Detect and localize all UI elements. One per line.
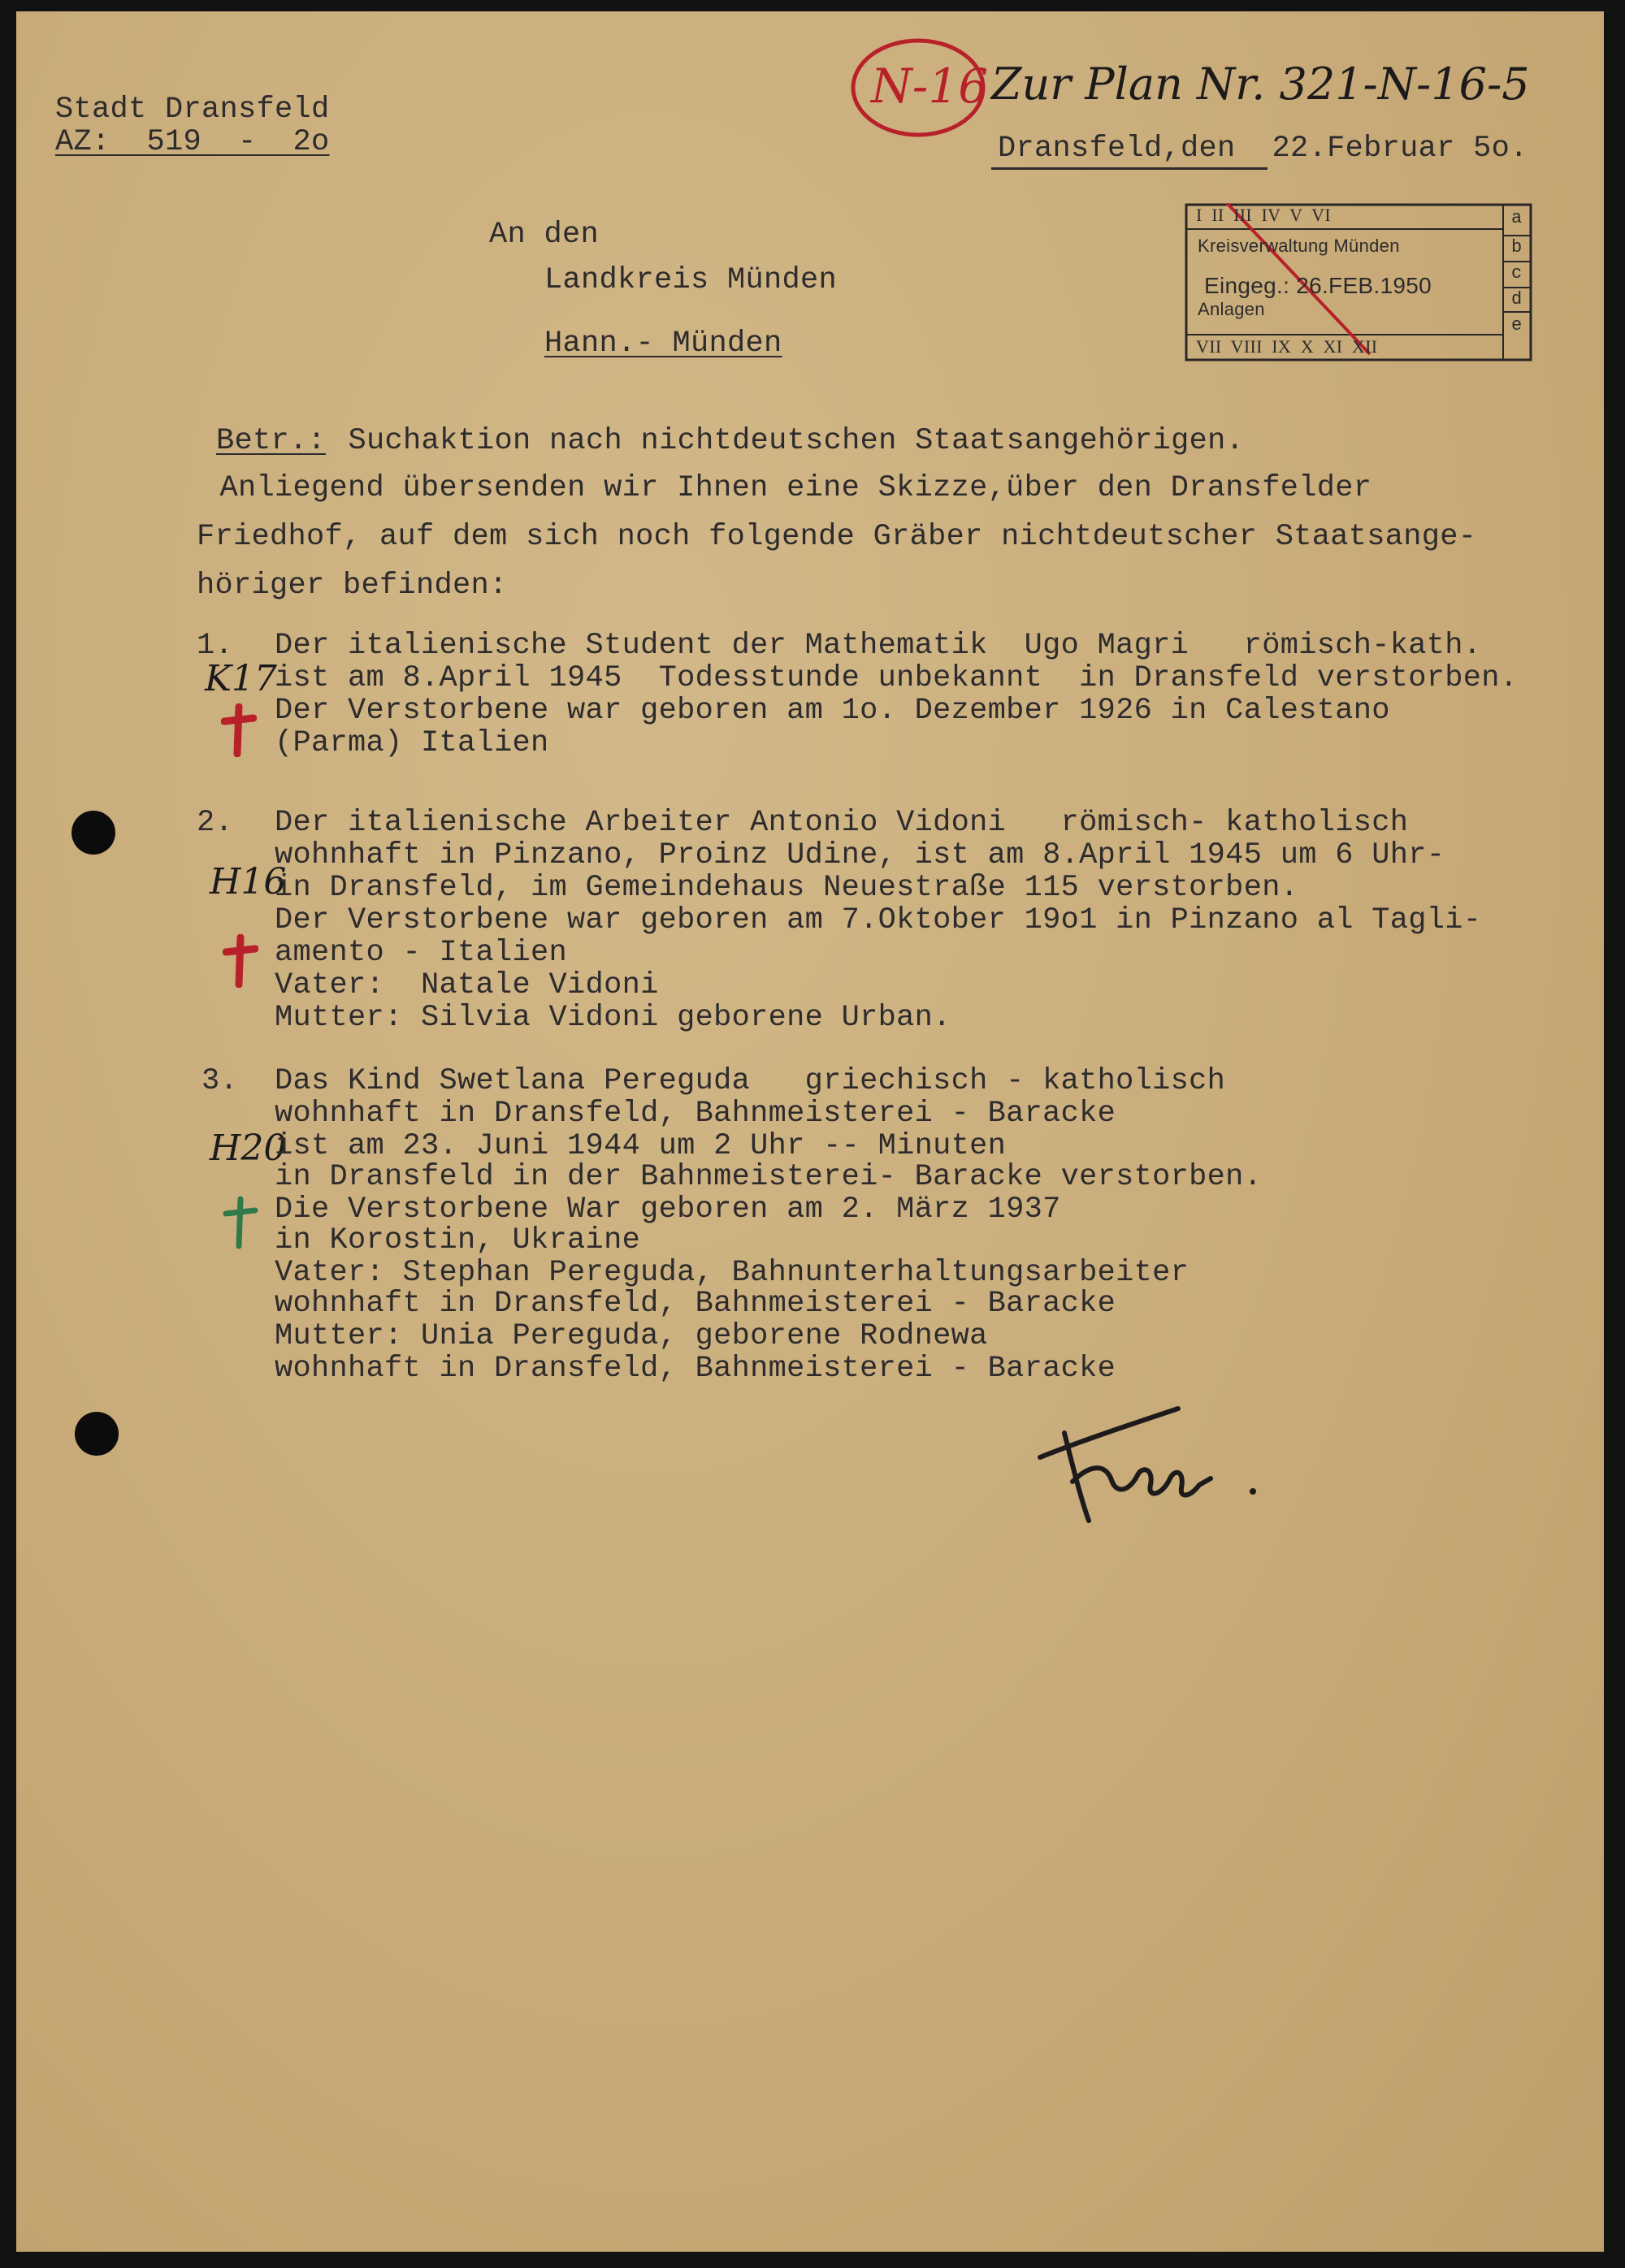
entry-2-line-2: wohnhaft in Pinzano, Proinz Udine, ist am 8.April 1945 um 6 Uhr- (275, 838, 1445, 872)
subject-prefix: Betr.: (216, 424, 327, 458)
stamp-office: Kreisverwaltung Münden (1198, 236, 1400, 256)
entry-3-line-8: wohnhaft in Dransfeld, Bahnmeisterei - Baracke (275, 1287, 1116, 1321)
sender-name: Stadt Dransfeld (55, 93, 330, 127)
punch-hole-bottom (75, 1412, 119, 1456)
entry-3-line-5: Die Verstorbene War geboren am 2. März 1937 (275, 1192, 1061, 1227)
stamp-letter-a: a (1511, 208, 1523, 228)
stamp-letter-c: c (1511, 263, 1523, 284)
entry-2-line-6: Vater: Natale Vidoni (275, 968, 659, 1002)
stamp-letter-b: b (1511, 237, 1523, 258)
recipient-name: Landkreis Münden (544, 263, 838, 297)
entry-1-line-2: ist am 8.April 1945 Todesstunde unbekannt in Dransfeld verstorben. (275, 661, 1519, 695)
entry-3-line-2: wohnhaft in Dransfeld, Bahnmeisterei - Baracke (275, 1097, 1116, 1131)
intro-line-1: Anliegend übersenden wir Ihnen eine Skizze,über den Dransfelder (202, 471, 1372, 505)
entry-2-line-3: in Dransfeld, im Gemeindehaus Neuestraße 115 verstorben. (275, 871, 1299, 905)
file-reference: AZ: 519 - 2o (55, 125, 330, 159)
entry-3-line-3: ist am 23. Juni 1944 um 2 Uhr -- Minuten (275, 1129, 1007, 1163)
entry-3-line-10: wohnhaft in Dransfeld, Bahnmeisterei - Baracke (275, 1352, 1116, 1386)
entry-3-number: 3. (202, 1064, 239, 1098)
date-line: Dransfeld,den 22.Februar 5o. (998, 132, 1528, 166)
entry-1-red-cross (221, 703, 257, 757)
date-underline (991, 167, 1268, 170)
entry-2-red-cross (223, 934, 258, 988)
entry-1-grave-code: K17 (205, 658, 277, 699)
stamp-top-row: I II III IV V VI (1196, 205, 1331, 225)
stamp-received-date: Eingeg.: 26.FEB.1950 (1204, 273, 1432, 298)
recipient-salutation: An den (489, 218, 600, 252)
entry-3-line-4: in Dransfeld in der Bahnmeisterei- Baracke verstorben. (275, 1160, 1263, 1194)
entry-1-line-3: Der Verstorbene war geboren am 1o. Dezember 1926 in Calestano (275, 694, 1390, 728)
signature-scribble (1016, 1384, 1276, 1530)
intro-line-2: Friedhof, auf dem sich noch folgende Gräber nichtdeutscher Staatsange- (197, 520, 1477, 554)
file-note-handwritten: Zur Plan Nr. 321-N-16-5 (991, 58, 1530, 110)
intro-line-3: höriger befinden: (197, 569, 508, 603)
document-page (16, 11, 1604, 2252)
stamp-bottom-row: VII VIII IX X XI XII (1196, 336, 1378, 357)
stamp-enclosures: Anlagen (1198, 299, 1265, 319)
subject-text: Suchaktion nach nichtdeutschen Staatsangehörigen. (330, 424, 1245, 458)
entry-3-line-6: in Korostin, Ukraine (275, 1223, 641, 1257)
entry-3-line-9: Mutter: Unia Pereguda, geborene Rodnewa (275, 1319, 988, 1353)
entry-1-line-4: (Parma) Italien (275, 726, 549, 760)
entry-2-grave-code: H16 (210, 861, 287, 902)
entry-2-line-4: Der Verstorbene war geboren am 7.Oktober 19o1 in Pinzano al Tagli- (275, 903, 1482, 937)
entry-3-line-7: Vater: Stephan Pereguda, Bahnunterhaltungsarbeiter (275, 1256, 1190, 1290)
entry-2-line-7: Mutter: Silvia Vidoni geborene Urban. (275, 1001, 951, 1035)
stamp-letter-e: e (1511, 315, 1523, 335)
entry-2-line-5: amento - Italien (275, 936, 568, 970)
punch-hole-top (72, 811, 115, 855)
entry-3-line-1: Das Kind Swetlana Pereguda griechisch - katholisch (275, 1064, 1226, 1098)
entry-1-line-1: Der italienische Student der Mathematik Ugo Magri römisch-kath. (275, 629, 1482, 663)
entry-2-line-1: Der italienische Arbeiter Antonio Vidoni römisch- katholisch (275, 806, 1409, 840)
recipient-city: Hann.- Münden (544, 327, 782, 361)
received-stamp (1185, 203, 1532, 361)
entry-2-number: 2. (197, 806, 234, 840)
entry-1-number: 1. (197, 629, 234, 663)
entry-3-grave-code: H20 (210, 1128, 287, 1169)
entry-3-green-cross (223, 1196, 258, 1249)
stamp-letter-d: d (1511, 289, 1523, 309)
file-circle-text: N-16 (871, 58, 989, 114)
